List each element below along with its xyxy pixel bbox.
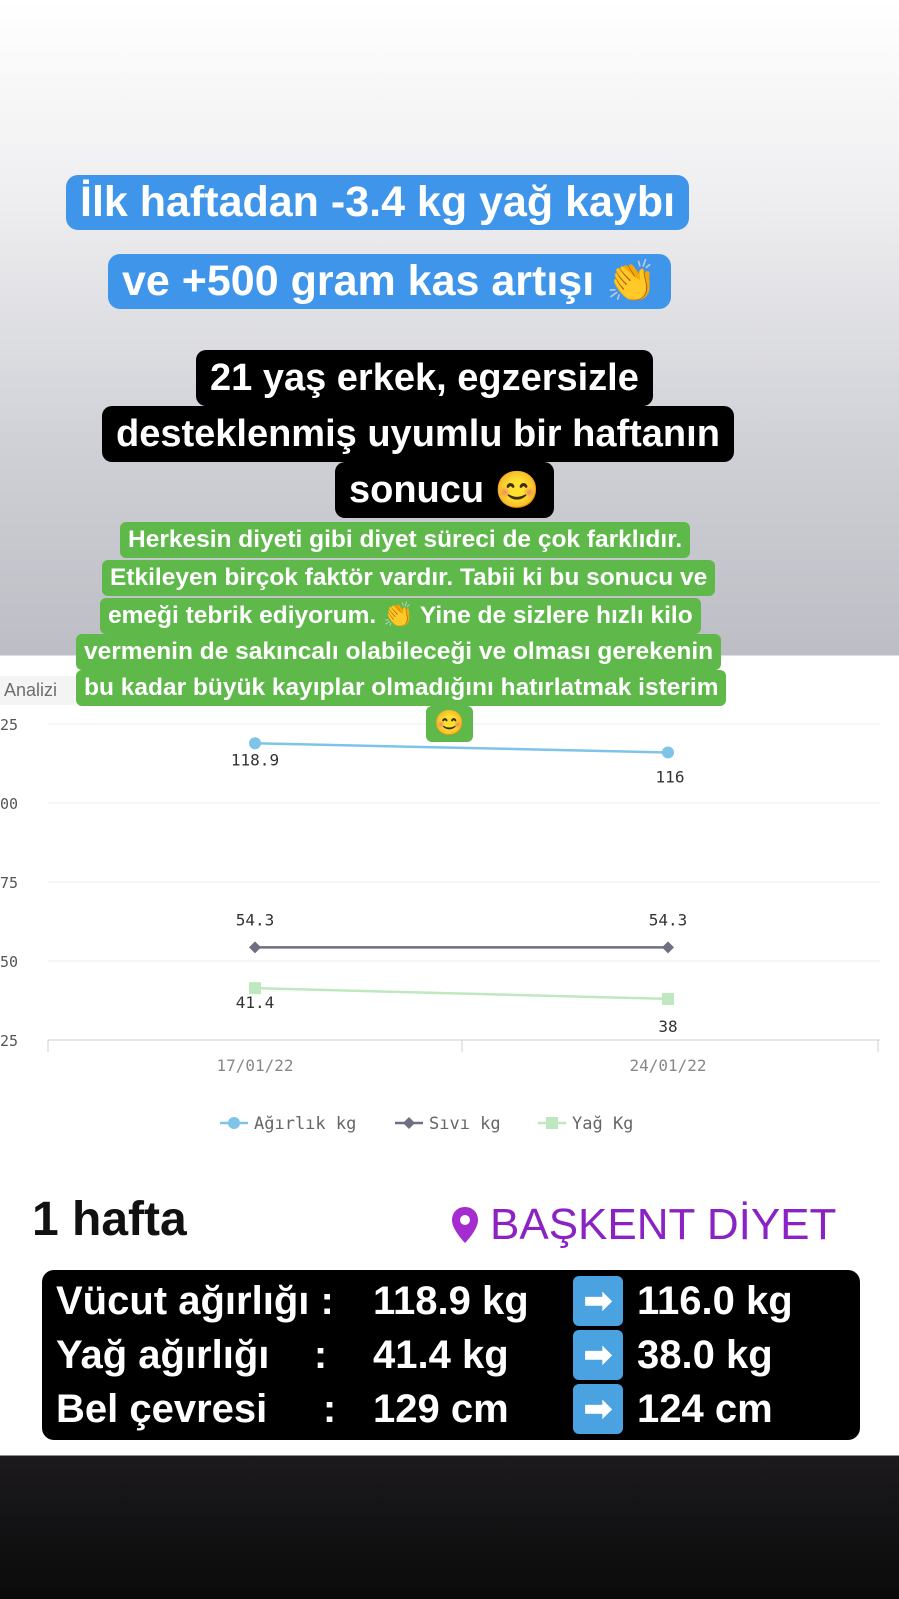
note-emoji <box>426 706 473 742</box>
data-point <box>662 746 674 758</box>
data-label: 54.3 <box>648 910 688 930</box>
chart-header: Analizi <box>0 676 76 705</box>
legend-marker <box>546 1117 558 1129</box>
stats-row: Vücut ağırlığı : 118.9 kg ➡ 116.0 kg <box>56 1274 844 1328</box>
right-arrow-icon: ➡ <box>573 1330 623 1380</box>
location-name: BAŞKENT DİYET <box>490 1200 837 1249</box>
data-label: 118.9 <box>230 750 280 770</box>
x-tick-label: 24/01/22 <box>629 1056 707 1075</box>
data-label: 116 <box>655 767 685 787</box>
location-tag <box>436 1190 850 1260</box>
period-label: 1 hafta <box>32 1193 187 1246</box>
right-arrow-icon: ➡ <box>573 1384 623 1434</box>
y-tick-label: 75 <box>0 874 19 892</box>
headline-line1-text: İlk haftadan -3.4 kg yağ kaybı <box>80 178 676 226</box>
data-label: 41.4 <box>235 993 275 1013</box>
note-line3: emeği tebrik ediyorum. 👏 Yine de sizlere hızlı kilo <box>100 598 701 634</box>
x-tick-label: 17/01/22 <box>216 1056 294 1075</box>
data-label: 38 <box>658 1016 678 1036</box>
headline-line2-text: ve +500 gram kas artışı <box>122 257 595 305</box>
data-label: 54.3 <box>235 910 275 930</box>
legend-label: Ağırlık kg <box>254 1114 357 1134</box>
data-point <box>662 993 674 1005</box>
data-point <box>662 941 674 953</box>
stats-table <box>42 1270 860 1440</box>
legend-marker <box>403 1117 415 1129</box>
smile-icon: 😊 <box>494 469 540 510</box>
legend-label: Yağ Kg <box>572 1114 634 1134</box>
y-tick-label: 00 <box>0 795 19 813</box>
note-line1: Herkesin diyeti gibi diyet süreci de çok farklıdır. <box>120 522 690 558</box>
note-line2: Etkileyen birçok faktör vardır. Tabii ki bu sonucu ve <box>102 560 715 596</box>
subtitle-line2: desteklenmiş uyumlu bir haftanın <box>102 406 734 462</box>
subtitle-line3: sonucu 😊 <box>335 462 554 518</box>
clap-icon: 👏 <box>606 258 657 304</box>
series-line <box>255 743 668 752</box>
note-line4: vermenin de sakıncalı olabileceği ve olması gerekenin <box>76 634 721 670</box>
headline-line2 <box>108 254 671 309</box>
series-line <box>255 988 668 999</box>
data-point <box>249 941 261 953</box>
legend-label: Sıvı kg <box>429 1114 501 1134</box>
y-tick-label: 25 <box>0 1032 19 1050</box>
headline-line1 <box>66 175 689 230</box>
location-pin-icon <box>450 1205 480 1245</box>
y-tick-label: 50 <box>0 953 19 971</box>
smile-icon: 😊 <box>434 710 465 737</box>
note-line5: bu kadar büyük kayıplar olmadığını hatırlatmak isterim <box>76 670 726 706</box>
summary-panel <box>0 1190 899 1455</box>
data-point <box>249 737 261 749</box>
right-arrow-icon: ➡ <box>573 1276 623 1326</box>
stats-row: Yağ ağırlığı : 41.4 kg ➡ 38.0 kg <box>56 1328 844 1382</box>
y-tick-label: 25 <box>0 716 19 734</box>
subtitle-line1: 21 yaş erkek, egzersizle <box>196 350 653 406</box>
legend-marker <box>228 1117 240 1129</box>
stats-row: Bel çevresi : 129 cm ➡ 124 cm <box>56 1382 844 1436</box>
